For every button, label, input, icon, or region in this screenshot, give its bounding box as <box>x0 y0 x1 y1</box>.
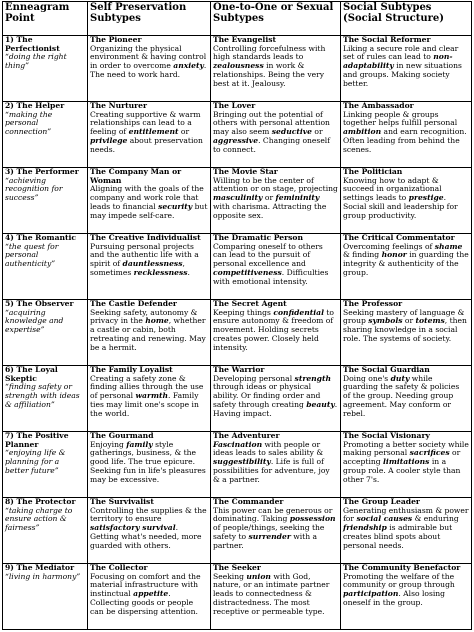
subtype-name: The Nurturer <box>90 101 147 110</box>
subtype-description: Promoting a better society while making personal sacrifices or accepting limitations in a group role. A cooler style than other 7's. <box>343 439 469 484</box>
subtype-cell-social <box>341 498 472 564</box>
type-name: 1) The Perfectionist <box>5 35 60 53</box>
subtype-name: The Social Reformer <box>343 35 431 44</box>
subtype-cell-sexual <box>211 36 341 102</box>
subtype-description: Comparing oneself to others can lead to the pursuit of personal excellence and competitiveness. Difficulties with emotional intensity. <box>213 241 329 286</box>
subtype-cell-self <box>88 300 211 366</box>
enneagram-point-cell <box>3 366 88 432</box>
subtype-description: Pursuing personal projects and the authentic life with a spirit of dauntlessness, sometimes recklessness. <box>90 241 199 277</box>
subtype-cell-social <box>341 366 472 432</box>
enneagram-point-cell <box>3 498 88 564</box>
type-quote: “acquiring knowledge and expertise” <box>5 307 64 335</box>
type-name: 2) The Helper <box>5 101 65 110</box>
subtype-description: This power can be generous or dominating. Taking possession of people/things, seeking the safety to surrender with a partner. <box>213 505 336 550</box>
subtype-description: Controlling forcefulness with high standards leads to zealousness in work & relationships. Being the very best at it. Jealousy. <box>213 43 326 88</box>
type-name: 9) The Mediator <box>5 563 75 572</box>
type-quote: “doing the right thing” <box>5 52 67 71</box>
subtype-name: The Warrior <box>213 365 265 374</box>
subtype-cell-sexual <box>211 234 341 300</box>
subtype-cell-social <box>341 564 472 630</box>
subtype-cell-self <box>88 168 211 234</box>
subtype-cell-social <box>341 168 472 234</box>
subtype-name: The Commander <box>213 497 284 506</box>
table-row <box>3 498 472 564</box>
subtype-cell-self <box>88 234 211 300</box>
subtype-cell-sexual <box>211 366 341 432</box>
subtype-cell-sexual <box>211 564 341 630</box>
subtype-name: The Family Loyalist <box>90 365 173 374</box>
subtype-description: Doing one's duty while guarding the safety & policies of the group. Needing group agreement. May conform or rebel. <box>343 373 460 418</box>
subtype-name: The Community Benefactor <box>343 563 461 572</box>
header-social: Social Subtypes (Social Structure) <box>341 2 472 36</box>
subtype-name: The Critical Commentator <box>343 233 455 242</box>
subtype-cell-sexual <box>211 432 341 498</box>
enneagram-point-cell <box>3 234 88 300</box>
subtype-description: Generating enthusiasm & power for social causes & enduring friendship is admirable but creates blind spots about personal needs. <box>343 505 469 550</box>
subtypes-table <box>2 1 472 630</box>
subtype-name: The Castle Defender <box>90 299 177 308</box>
subtype-name: The Social Guardian <box>343 365 430 374</box>
subtype-cell-social <box>341 300 472 366</box>
subtype-description: Organizing the physical environment & having control in order to overcome anxiety. The need to work hard. <box>90 43 207 79</box>
subtype-name: The Seeker <box>213 563 261 572</box>
subtype-name: The Social Visionary <box>343 431 430 440</box>
type-name: 8) The Protector <box>5 497 76 506</box>
subtype-cell-self <box>88 498 211 564</box>
type-quote: “living in harmony” <box>5 571 81 581</box>
enneagram-point-cell <box>3 564 88 630</box>
subtype-cell-social <box>341 234 472 300</box>
subtype-name: The Secret Agent <box>213 299 287 308</box>
subtype-description: Seeking mastery of language & group symbols or totems, then sharing knowledge in a social role. The systems of society. <box>343 307 467 343</box>
enneagram-point-cell <box>3 102 88 168</box>
subtype-description: Linking people & groups together helps fulfill personal ambition and earn recognition. Often leading from behind the scenes. <box>343 109 467 154</box>
subtype-cell-sexual <box>211 168 341 234</box>
type-name: 3) The Performer <box>5 167 79 176</box>
subtype-cell-self <box>88 36 211 102</box>
subtype-description: Seeking safety, autonomy & privacy in the home, whether a castle or cabin, both retreating and renewing. May be a hermit. <box>90 307 206 352</box>
subtype-name: The Collector <box>90 563 148 572</box>
subtype-name: The Creative Individualist <box>90 233 201 242</box>
table-body <box>3 36 472 630</box>
subtype-description: Creating supportive & warm relationships can lead to a feeling of entitlement or privilege about preservation needs. <box>90 109 203 154</box>
subtype-name: The Adventurer <box>213 431 280 440</box>
type-quote: “achieving recognition for success” <box>5 175 63 203</box>
subtype-description: Promoting the welfare of the community or group through participation. Also losing oneself in the group. <box>343 571 455 607</box>
subtype-name: The Gourmand <box>90 431 154 440</box>
subtype-description: Keeping things confidential to ensure autonomy & freedom of movement. Holding secrets creates power. Closely held intensity. <box>213 307 334 352</box>
header-enneagram-point: Enneagram Point <box>3 2 88 36</box>
subtype-name: The Pioneer <box>90 35 142 44</box>
subtype-description: Willing to be the center of attention or on stage, projecting masculinity or femininity with charisma. Attracting the opposite sex. <box>213 175 338 220</box>
table-row <box>3 300 472 366</box>
subtype-cell-social <box>341 432 472 498</box>
enneagram-point-cell <box>3 168 88 234</box>
header-one-to-one: One-to-One or Sexual Subtypes <box>211 2 341 36</box>
enneagram-point-cell <box>3 36 88 102</box>
subtype-name: The Company Man or Woman <box>90 167 182 185</box>
enneagram-point-cell <box>3 432 88 498</box>
type-name: 6) The Loyal Skeptic <box>5 365 58 383</box>
type-quote: “enjoying life & planning for a better future” <box>5 448 66 475</box>
table-header-row <box>3 2 472 36</box>
subtype-name: The Group Leader <box>343 497 420 506</box>
header-self-preservation: Self Preservation Subtypes <box>88 2 211 36</box>
table-row <box>3 234 472 300</box>
type-name: 7) The Positive Planner <box>5 431 69 449</box>
subtype-description: Bringing out the potential of others with personal attention may also seem seductive or aggressive. Changing oneself to connect. <box>213 109 331 154</box>
subtype-description: Enjoying family style gatherings, business, & the good life. The true epicure. Seeking fun in life's pleasures may be excessive. <box>90 439 206 484</box>
subtype-cell-self <box>88 564 211 630</box>
subtype-description: Seeking union with God, nature, or an intimate partner leads to connectedness & distractedness. The most receptive or permeable type. <box>213 571 330 616</box>
type-name: 4) The Romantic <box>5 233 77 242</box>
subtype-description: Developing personal strength through ideas or physical ability. Or finding order and safety through creating beauty. Having impact. <box>213 373 338 418</box>
subtype-name: The Professor <box>343 299 403 308</box>
subtype-description: Creating a safety zone & finding allies through the use of personal warmth. Family ties may limit one's scope in the world. <box>90 373 204 418</box>
enneagram-point-cell <box>3 300 88 366</box>
subtype-description: Knowing how to adapt & succeed in organizational settings leads to prestige. Social skill and leadership for group productivity. <box>343 175 458 220</box>
subtype-cell-self <box>88 366 211 432</box>
subtype-description: Liking a secure role and clear set of rules can lead to non-adaptability in new situations and groups. Making society better. <box>343 43 462 88</box>
table-row <box>3 168 472 234</box>
subtype-name: The Dramatic Person <box>213 233 303 242</box>
subtype-description: Fascination with people or ideas leads to sales ability & suggestibility. Life is full of possibilities for adventure, joy & a partner. <box>213 439 330 484</box>
subtype-description: Controlling the supplies & the territory to ensure satisfactory survival. Getting what's needed, more guarded with others. <box>90 505 207 550</box>
subtype-name: The Lover <box>213 101 256 110</box>
table-row <box>3 564 472 630</box>
subtype-name: The Ambassador <box>343 101 414 110</box>
type-quote: “taking charge to ensure action & fairness” <box>5 505 73 533</box>
subtype-description: Aligning with the goals of the company and work role that leads to financial security but may impede self-care. <box>90 184 208 220</box>
table-row <box>3 432 472 498</box>
subtype-cell-social <box>341 102 472 168</box>
subtype-name: The Survivalist <box>90 497 154 506</box>
table-row <box>3 36 472 102</box>
type-quote: “the quest for personal authenticity” <box>5 241 59 269</box>
subtype-cell-self <box>88 102 211 168</box>
subtype-name: The Evangelist <box>213 35 276 44</box>
subtype-cell-self <box>88 432 211 498</box>
table-row <box>3 366 472 432</box>
subtype-cell-sexual <box>211 498 341 564</box>
subtype-description: Focusing on comfort and the material infrastructure with instinctual appetite. Collecting goods or people can be dispersing attention. <box>90 571 201 616</box>
subtype-cell-social <box>341 36 472 102</box>
subtype-name: The Politician <box>343 167 403 176</box>
subtype-cell-sexual <box>211 300 341 366</box>
table-row <box>3 102 472 168</box>
type-quote: “making the personal connection” <box>5 109 53 137</box>
subtype-description: Overcoming feelings of shame & finding honor in guarding the integrity & authenticity of the group. <box>343 241 469 277</box>
type-name: 5) The Observer <box>5 299 74 308</box>
subtype-cell-sexual <box>211 102 341 168</box>
type-quote: “finding safety or strength with ideas & affiliation” <box>5 382 80 409</box>
subtype-name: The Movie Star <box>213 167 278 176</box>
